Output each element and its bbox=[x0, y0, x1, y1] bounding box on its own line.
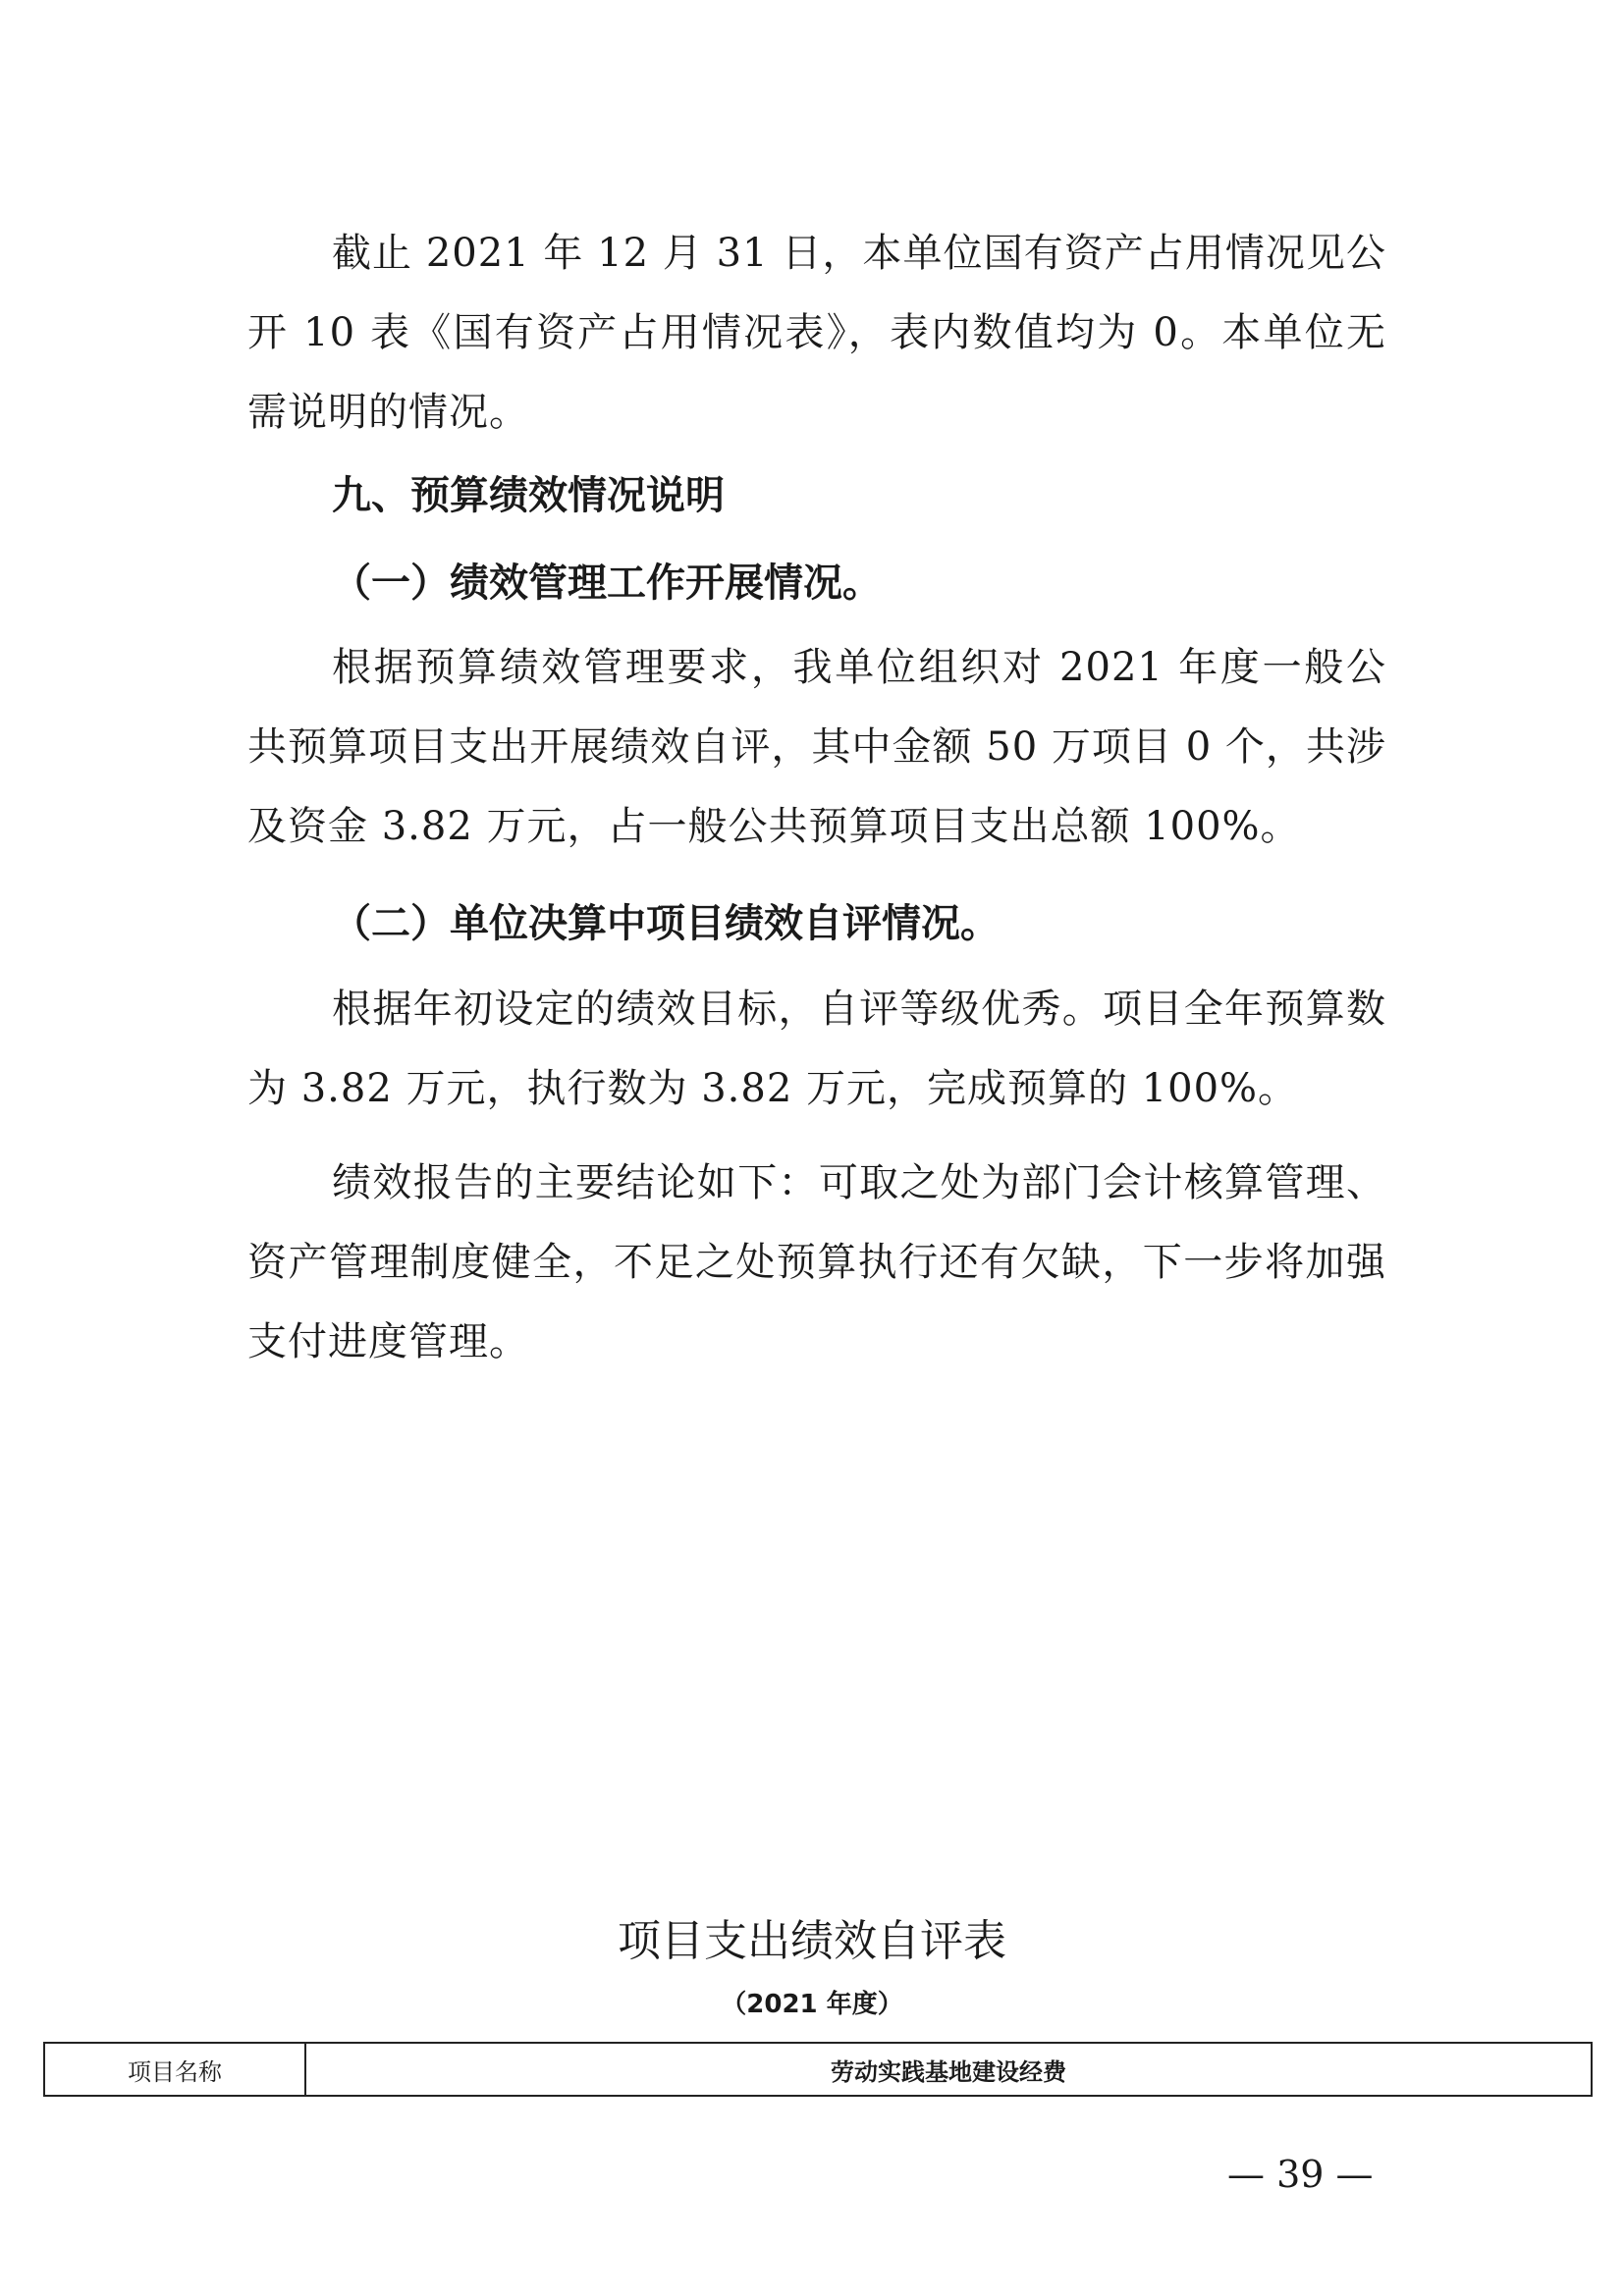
subheading-performance-management: （一）绩效管理工作开展情况。 bbox=[332, 560, 882, 606]
performance-table bbox=[43, 2042, 1593, 2097]
paragraph-report-conclusion: 绩效报告的主要结论如下：可取之处为部门会计核算管理、资产管理制度健全，不足之处预算执行还有欠缺，下一步将加强支付进度管理。 bbox=[247, 1160, 1386, 1364]
table-title: 项目支出绩效自评表 bbox=[618, 1916, 1006, 1966]
table-year: （2021 年度） bbox=[721, 1990, 903, 2019]
paragraph-assets: 截止 2021 年 12 月 31 日，本单位国有资产占用情况见公开 10 表《国有资产占用情况表》，表内数值均为 0。本单位无需说明的情况。 bbox=[247, 231, 1386, 435]
paragraph-performance-management: 根据预算绩效管理要求，我单位组织对 2021 年度一般公共预算项目支出开展绩效自评，其中金额 50 万项目 0 个，共涉及资金 3.82 万元，占一般公共预算项目支出总额 100%。 bbox=[247, 645, 1386, 849]
section-heading-budget-performance: 九、预算绩效情况说明 bbox=[332, 473, 725, 518]
subheading-project-self-evaluation: （二）单位决算中项目绩效自评情况。 bbox=[332, 900, 1000, 946]
paragraph-project-self-evaluation: 根据年初设定的绩效目标，自评等级优秀。项目全年预算数为 3.82 万元，执行数为 3.82 万元，完成预算的 100%。 bbox=[247, 987, 1386, 1111]
page-number: — 39 — bbox=[1227, 2153, 1374, 2196]
table-cell-project-name-value: 劳动实践基地建设经费 bbox=[831, 2057, 1066, 2086]
table-cell-project-name-label: 项目名称 bbox=[45, 2044, 306, 2095]
